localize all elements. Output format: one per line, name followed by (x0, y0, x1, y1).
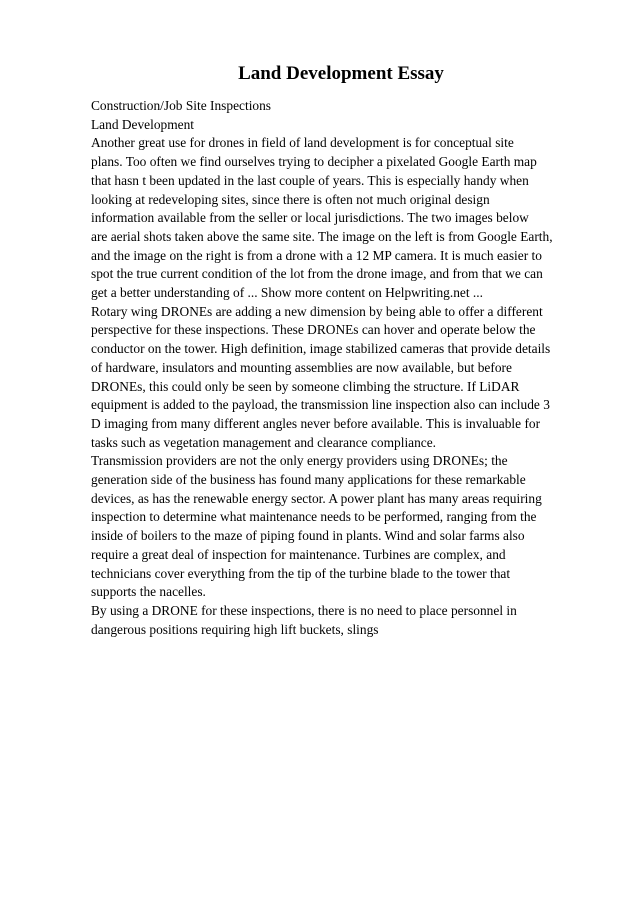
body-line: looking at redeveloping sites, since there is often not much original design (91, 191, 490, 207)
body-line: perspective for these inspections. These DRONEs can hover and operate below the (91, 322, 536, 338)
body-line: that hasn t been updated in the last couple of years. This is especially handy when (91, 172, 529, 188)
body-line: D imaging from many different angles never before available. This is invaluable for (91, 415, 541, 431)
body-line: get a better understanding of ... Show more content on Helpwriting.net ... (91, 285, 483, 301)
document-body (91, 97, 601, 639)
body-line: information available from the seller or local jurisdictions. The two images below (91, 210, 529, 226)
body-line: inspection to determine what maintenance needs to be performed, ranging from the (91, 509, 537, 525)
body-line: By using a DRONE for these inspections, there is no need to place personnel in (91, 602, 517, 618)
body-line: plans. Too often we find ourselves trying to decipher a pixelated Google Earth map (91, 154, 537, 170)
body-line: spot the true current condition of the lot from the drone image, and from that we can (91, 266, 543, 282)
body-line: devices, as has the renewable energy sector. A power plant has many areas requiring (91, 490, 542, 506)
body-line: tasks such as vegetation management and clearance compliance. (91, 434, 437, 450)
body-line: of hardware, insulators and mounting assemblies are now available, but before (91, 359, 512, 375)
body-line: conductor on the tower. High definition, image stabilized cameras that provide details (91, 341, 551, 357)
body-line: Transmission providers are not the only energy providers using DRONEs; the (91, 453, 508, 469)
body-line: require a great deal of inspection for maintenance. Turbines are complex, and (91, 546, 506, 562)
body-line: Rotary wing DRONEs are adding a new dimension by being able to offer a different (91, 303, 543, 319)
body-line: Another great use for drones in field of land development is for conceptual site (91, 135, 514, 151)
body-line: generation side of the business has found many applications for these remarkable (91, 472, 526, 488)
body-line: dangerous positions requiring high lift buckets, slings (91, 621, 379, 637)
body-line: Land Development (91, 116, 194, 132)
body-line: equipment is added to the payload, the transmission line inspection also can include 3 (91, 397, 550, 413)
body-line: inside of boilers to the maze of piping found in plants. Wind and solar farms also (91, 528, 525, 544)
body-line: supports the nacelles. (91, 584, 206, 600)
body-line: Construction/Job Site Inspections (91, 98, 272, 113)
body-line: and the image on the right is from a drone with a 12 MP camera. It is much easier to (91, 247, 542, 263)
document-title: Land Development Essay (238, 63, 444, 84)
body-line: technicians cover everything from the tip of the turbine blade to the tower that (91, 565, 511, 581)
body-line: DRONEs, this could only be seen by someone climbing the structure. If LiDAR (91, 378, 520, 394)
body-line: are aerial shots taken above the same site. The image on the left is from Google Earth, (91, 228, 553, 244)
